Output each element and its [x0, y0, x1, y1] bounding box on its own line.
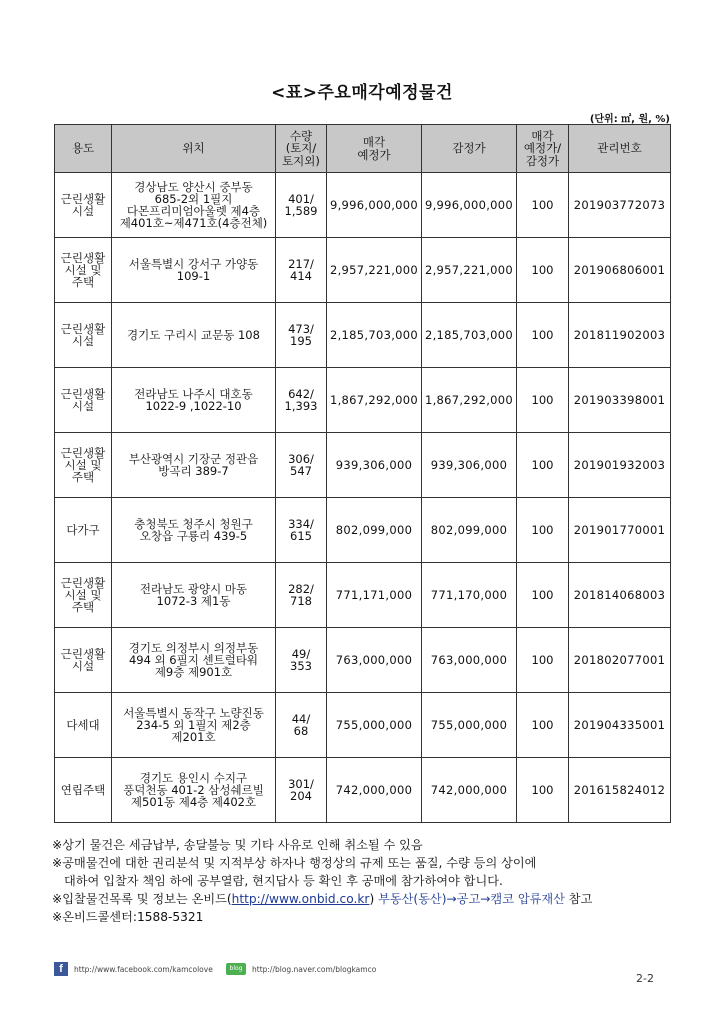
cell-use: 근린생활 시설 및 주택	[55, 563, 112, 628]
cell-sale-price: 9,996,000,000	[327, 173, 422, 238]
cell-quantity: 334/ 615	[276, 498, 327, 563]
cell-ratio: 100	[517, 368, 569, 433]
cell-appraisal: 755,000,000	[422, 693, 517, 758]
cell-quantity: 301/ 204	[276, 758, 327, 823]
cell-ratio: 100	[517, 173, 569, 238]
cell-quantity: 44/ 68	[276, 693, 327, 758]
note-onbid-suffix: 참고	[564, 892, 593, 906]
facebook-url[interactable]: http://www.facebook.com/kamcolove	[74, 965, 213, 974]
note-cancellation: ※상기 물건은 세금납부, 송달불능 및 기타 사유로 인해 취소될 수 있음	[52, 838, 423, 852]
cell-location: 충청북도 청주시 청원구 오창읍 구룡리 439-5	[112, 498, 276, 563]
cell-appraisal: 939,306,000	[422, 433, 517, 498]
cell-use: 근린생활 시설	[55, 628, 112, 693]
cell-appraisal: 771,170,000	[422, 563, 517, 628]
table-row	[55, 238, 671, 303]
cell-ratio: 100	[517, 758, 569, 823]
header-quantity: 수량 (토지/ 토지외)	[276, 125, 327, 173]
unit-label: (단위: ㎡, 원, %)	[589, 114, 670, 125]
cell-appraisal: 9,996,000,000	[422, 173, 517, 238]
table-row	[55, 693, 671, 758]
cell-use: 근린생활 시설	[55, 303, 112, 368]
onbid-menu-path: 부동산(동산)→공고→캠코 압류재산	[378, 892, 565, 906]
cell-mgmt-no: 201811902003	[569, 303, 671, 368]
cell-ratio: 100	[517, 563, 569, 628]
cell-sale-price: 1,867,292,000	[327, 368, 422, 433]
header-mgmt-no: 관리번호	[569, 125, 671, 173]
header-use: 용도	[55, 125, 112, 173]
cell-location: 서울특별시 강서구 가양동 109-1	[112, 238, 276, 303]
cell-location: 서울특별시 동작구 노량진동 234-5 외 1필지 제2층 제201호	[112, 693, 276, 758]
cell-appraisal: 763,000,000	[422, 628, 517, 693]
cell-ratio: 100	[517, 238, 569, 303]
cell-mgmt-no: 201903398001	[569, 368, 671, 433]
note-call-center: ※온비드콜센터:1588-5321	[52, 910, 204, 924]
cell-mgmt-no: 201814068003	[569, 563, 671, 628]
cell-mgmt-no: 201904335001	[569, 693, 671, 758]
note-onbid	[52, 890, 672, 908]
cell-mgmt-no: 201906806001	[569, 238, 671, 303]
cell-use: 근린생활 시설	[55, 368, 112, 433]
cell-appraisal: 1,867,292,000	[422, 368, 517, 433]
cell-sale-price: 939,306,000	[327, 433, 422, 498]
onbid-link[interactable]: http://www.onbid.co.kr	[231, 892, 370, 906]
cell-location: 부산광역시 기장군 정관읍 방곡리 389-7	[112, 433, 276, 498]
table-header-row	[55, 125, 671, 173]
cell-sale-price: 763,000,000	[327, 628, 422, 693]
cell-ratio: 100	[517, 628, 569, 693]
facebook-icon: f	[54, 962, 68, 976]
cell-sale-price: 755,000,000	[327, 693, 422, 758]
cell-mgmt-no: 201901770001	[569, 498, 671, 563]
cell-location: 경기도 용인시 수지구 풍덕천동 401-2 삼성쉐르빌 제501동 제4층 제402호	[112, 758, 276, 823]
cell-quantity: 282/ 718	[276, 563, 327, 628]
cell-use: 연립주택	[55, 758, 112, 823]
cell-mgmt-no: 201615824012	[569, 758, 671, 823]
table-row	[55, 173, 671, 238]
cell-sale-price: 802,099,000	[327, 498, 422, 563]
cell-quantity: 473/ 195	[276, 303, 327, 368]
table-row	[55, 758, 671, 823]
cell-sale-price: 771,171,000	[327, 563, 422, 628]
cell-appraisal: 2,185,703,000	[422, 303, 517, 368]
table-row	[55, 498, 671, 563]
cell-sale-price: 742,000,000	[327, 758, 422, 823]
cell-use: 근린생활 시설	[55, 173, 112, 238]
cell-mgmt-no: 201802077001	[569, 628, 671, 693]
cell-quantity: 49/ 353	[276, 628, 327, 693]
blog-url[interactable]: http://blog.naver.com/blogkamco	[252, 965, 377, 974]
cell-quantity: 306/ 547	[276, 433, 327, 498]
cell-location: 전라남도 나주시 대호동 1022-9 ,1022-10	[112, 368, 276, 433]
page-title: <표>주요매각예정물건	[271, 83, 453, 103]
note-onbid-mid: )	[369, 892, 379, 906]
header-appraisal: 감정가	[422, 125, 517, 173]
table-row	[55, 368, 671, 433]
note-onbid-prefix: ※입찰물건목록 및 정보는 온비드(	[52, 892, 232, 906]
notes-section	[52, 836, 672, 926]
table-row	[55, 433, 671, 498]
cell-ratio: 100	[517, 303, 569, 368]
header-location: 위치	[112, 125, 276, 173]
cell-ratio: 100	[517, 693, 569, 758]
cell-mgmt-no: 201901932003	[569, 433, 671, 498]
cell-use: 근린생활 시설 및 주택	[55, 238, 112, 303]
blog-icon: blog	[226, 963, 246, 975]
cell-appraisal: 802,099,000	[422, 498, 517, 563]
table-row	[55, 563, 671, 628]
cell-ratio: 100	[517, 433, 569, 498]
table-row	[55, 628, 671, 693]
cell-use: 근린생활 시설 및 주택	[55, 433, 112, 498]
footer	[54, 962, 670, 978]
note-liability-2: 대하여 입찰자 책임 하에 공부열람, 현지답사 등 확인 후 공매에 참가하여야 합니다.	[64, 874, 503, 888]
cell-location: 경상남도 양산시 중부동 685-2외 1필지 다몬프리미엄아울렛 제4층 제401호~제471호(4층전체)	[112, 173, 276, 238]
table-row	[55, 303, 671, 368]
cell-quantity: 401/ 1,589	[276, 173, 327, 238]
cell-appraisal: 742,000,000	[422, 758, 517, 823]
cell-use: 다가구	[55, 498, 112, 563]
page-number: 2-2	[636, 972, 654, 985]
header-ratio: 매각 예정가/ 감정가	[517, 125, 569, 173]
cell-quantity: 217/ 414	[276, 238, 327, 303]
cell-location: 전라남도 광양시 마동 1072-3 제1동	[112, 563, 276, 628]
cell-sale-price: 2,185,703,000	[327, 303, 422, 368]
cell-mgmt-no: 201903772073	[569, 173, 671, 238]
cell-quantity: 642/ 1,393	[276, 368, 327, 433]
cell-appraisal: 2,957,221,000	[422, 238, 517, 303]
property-table	[54, 124, 671, 823]
cell-sale-price: 2,957,221,000	[327, 238, 422, 303]
header-sale-price: 매각 예정가	[327, 125, 422, 173]
cell-location: 경기도 의정부시 의정부동 494 외 6필지 센트럴타워 제9층 제901호	[112, 628, 276, 693]
cell-ratio: 100	[517, 498, 569, 563]
cell-location: 경기도 구리시 교문동 108	[112, 303, 276, 368]
note-liability-1: ※공매물건에 대한 권리분석 및 지적부상 하자나 행정상의 규제 또는 품질, 수량 등의 상이에	[52, 856, 537, 870]
cell-use: 다세대	[55, 693, 112, 758]
